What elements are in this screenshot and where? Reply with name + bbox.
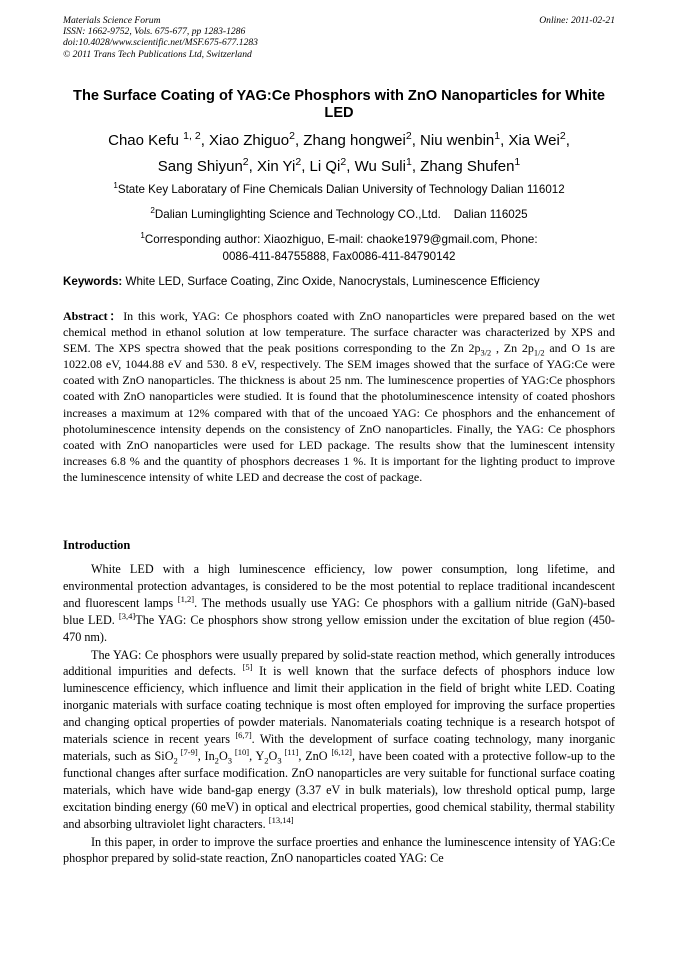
author-list: Chao Kefu $^{1, 2}$, Xiao Zhiguo$^2$, Zhang hongwei$^2$, Niu wenbin$^1$, Xia Wei$^2$, Sang Shiyun$^2$, Xin Yi$^2$, Li Qi$^2$, Wu Suli$^1$, Zhang Shufen$^1$: [108, 130, 570, 175]
author-affil-sup: 2: [289, 130, 295, 142]
paper-title: The Surface Coating of YAG:Ce Phosphors with ZnO Nanoparticles for White LED: [73, 88, 605, 121]
paragraph-text: , In: [197, 748, 215, 763]
paragraph-text: The YAG: Ce phosphors were usually prepared by solid-state reaction method, which generally introduces additional impurities and defects.: [63, 647, 615, 679]
paragraph: [63, 647, 615, 833]
citation: [5]: [242, 662, 253, 673]
author-name: Zhang hongwei: [303, 132, 406, 149]
author-affil-sup: 1, 2: [183, 130, 201, 142]
copyright-line: © 2011 Trans Tech Publications Ltd, Switzerland: [63, 48, 252, 60]
paragraph-text: . With the development of surface coating technology, many inorganic materials, such as SiO: [63, 732, 615, 763]
author-affil-sup: 2: [295, 156, 302, 168]
author-name: Chao Kefu: [108, 132, 179, 149]
author-name: Xin Yi: [256, 158, 296, 175]
doi-line: doi:10.4028/www.scientific.net/MSF.675-677.1283: [63, 37, 258, 49]
citation: [10]: [232, 746, 250, 757]
citation: [3,4]: [118, 610, 136, 621]
citation: [1,2]: [177, 593, 195, 604]
paragraph-text: White LED with a high luminescence efficiency, low power consumption, long lifetime, and environmental protection advantages, is considered to be the most potential to replace traditional incandescent and fluorescent lamps: [63, 562, 615, 610]
paragraph-text: O: [268, 748, 278, 763]
author-affil-sup: 2: [405, 130, 412, 142]
introduction-body: [63, 561, 615, 868]
paragraph-text: It is well known that the surface defects of phosphors induce low luminescence efficiency, which influence and limit their application in the field of bright white LED. Coating inorganic materials with surface coating technique is most often employed for improving the surface properties and changing optical properties of powder materials. Nanomaterials coating technique is a research hotspot of materials science in recent years: [63, 664, 615, 747]
affiliation-1: [63, 181, 615, 198]
paragraph-text: O: [218, 748, 228, 763]
journal-name: Materials Science Forum: [63, 15, 161, 26]
formula-sub: 2: [214, 755, 219, 766]
section-heading-introduction: Introduction: [63, 538, 131, 552]
author-affil-sup: 1: [494, 130, 501, 142]
running-header: [63, 15, 615, 60]
citation: [13,14]: [268, 814, 294, 825]
citation: [7-9]: [177, 746, 198, 757]
author-affil-sup: 2: [242, 156, 249, 168]
paragraph: [63, 834, 615, 868]
abstract: [63, 308, 615, 485]
paragraph-text: , have been coated with a protective follow-up to the functional changes after surface modification. ZnO nanoparticles are very suitable for functional surface coating materials, which have wide band-gap energy (3.37 eV in bulk materials), low threshold optical pump, large excitation binding energy (60 meV) in optical and electrical properties, good chemical stability, thermal stability and absorbing ultraviolet light characters.: [63, 748, 615, 831]
author-name: Sang Shiyun: [157, 158, 243, 175]
author-name: Xiao Zhiguo: [209, 132, 290, 149]
abstract-sub: 3/2: [480, 348, 492, 358]
corresponding-line-2: 0086-411-84755888, Fax0086-411-84790142: [222, 250, 456, 263]
formula-sub: 2: [173, 755, 178, 766]
abstract-label: Abstract: [63, 309, 108, 323]
author-affil-sup: 2: [340, 156, 347, 168]
header-left: [63, 15, 615, 60]
formula-sub: 2: [264, 755, 269, 766]
keywords: [63, 274, 623, 290]
paragraph-text: In this paper, in order to improve the surface proerties and enhance the luminescence intensity of YAG:Ce phosphor prepared by solid-state reaction, ZnO nanoparticles coated YAG: Ce: [63, 834, 615, 866]
affiliation-sup: 1: [140, 231, 145, 241]
affiliation-2: [63, 206, 615, 223]
formula-sub: 3: [227, 755, 233, 766]
author-affil-sup: 1: [514, 156, 521, 168]
online-date: Online: 2011-02-21: [539, 15, 615, 26]
paragraph-text: , ZnO: [298, 748, 332, 763]
corresponding-author: [63, 231, 615, 265]
author-name: Niu wenbin: [420, 132, 495, 149]
affiliation-sup: 2: [150, 206, 155, 216]
corresponding-line-1: Corresponding author: Xiaozhiguo, E-mail: chaoke1979@gmail.com, Phone:: [144, 233, 538, 246]
author-name: Wu Suli: [354, 158, 406, 175]
citation: [6,7]: [235, 730, 252, 740]
author-name: Li Qi: [309, 158, 341, 175]
paragraph-text: The YAG: Ce phosphors show strong yellow emission under the excitation of blue region (450-470 nm).: [63, 612, 615, 644]
paragraph-text: , Y: [249, 748, 265, 763]
abstract-text: , Zn 2p: [491, 341, 534, 356]
keywords-label: Keywords:: [63, 275, 123, 288]
affiliation-text: Dalian Luminglighting Science and Technology CO.,Ltd. Dalian 116025: [154, 208, 528, 221]
abstract-text: and O 1s are 1022.08 eV, 1044.88 eV and 530. 8 eV, respectively. The SEM images showed that the surface of YAG:Ce were coated with ZnO nanoparticles. The thickness is about 25 nm. The luminescence properties of YAG:Ce phosphors coated with ZnO nanoparticles were studied. It is found that the photoluminescence intensity of coated phoshors increases a maximum at 12% compared with that of the uncoaed YAG: Ce phosphors and the enhancement of photoluminescence intensity depends on the consistency of ZnO nanoparticles. Finally, the YAG: Ce phosphors coated with ZnO nanoparticles were used for LED package. The results show that the luminescent intensity increases 6.8 % and the quantity of phosphors decreases 1 %. It is important for the lighting product to improve the luminescence intensity of white LED and decrease the cost of package.: [63, 341, 615, 484]
author-affil-sup: 2: [559, 130, 566, 142]
author-name: Zhang Shufen: [420, 158, 515, 175]
affiliation-text: State Key Laboratary of Fine Chemicals Dalian University of Technology Dalian 116012: [117, 183, 565, 196]
citation: [11]: [281, 746, 299, 757]
paragraph: [63, 561, 615, 646]
keywords-text: White LED, Surface Coating, Zinc Oxide, Nanocrystals, Luminescence Efficiency: [122, 275, 540, 288]
issn-line: ISSN: 1662-9752, Vols. 675-677, pp 1283-1286: [63, 26, 246, 38]
abstract-text: In this work, YAG: Ce phosphors coated with ZnO nanoparticles were prepared based on the wet chemical method in ethanol solution at low temperature. The surface character was characterized by XPS and SEM. The XPS spectra showed that the peak positions corresponding to the Zn 2p: [63, 309, 615, 356]
abstract-sub: 1/2: [533, 348, 545, 358]
citation: [6,12]: [331, 746, 352, 757]
author-affil-sup: 1: [405, 156, 412, 168]
abstract-colon: ：: [107, 309, 124, 323]
author-name: Xia Wei: [508, 132, 560, 149]
affiliation-sup: 1: [113, 181, 118, 191]
formula-sub: 3: [277, 755, 282, 766]
paragraph-text: . The methods usually use YAG: Ce phosphors with a gallium nitride (GaN)-based blue LED.: [63, 595, 615, 627]
